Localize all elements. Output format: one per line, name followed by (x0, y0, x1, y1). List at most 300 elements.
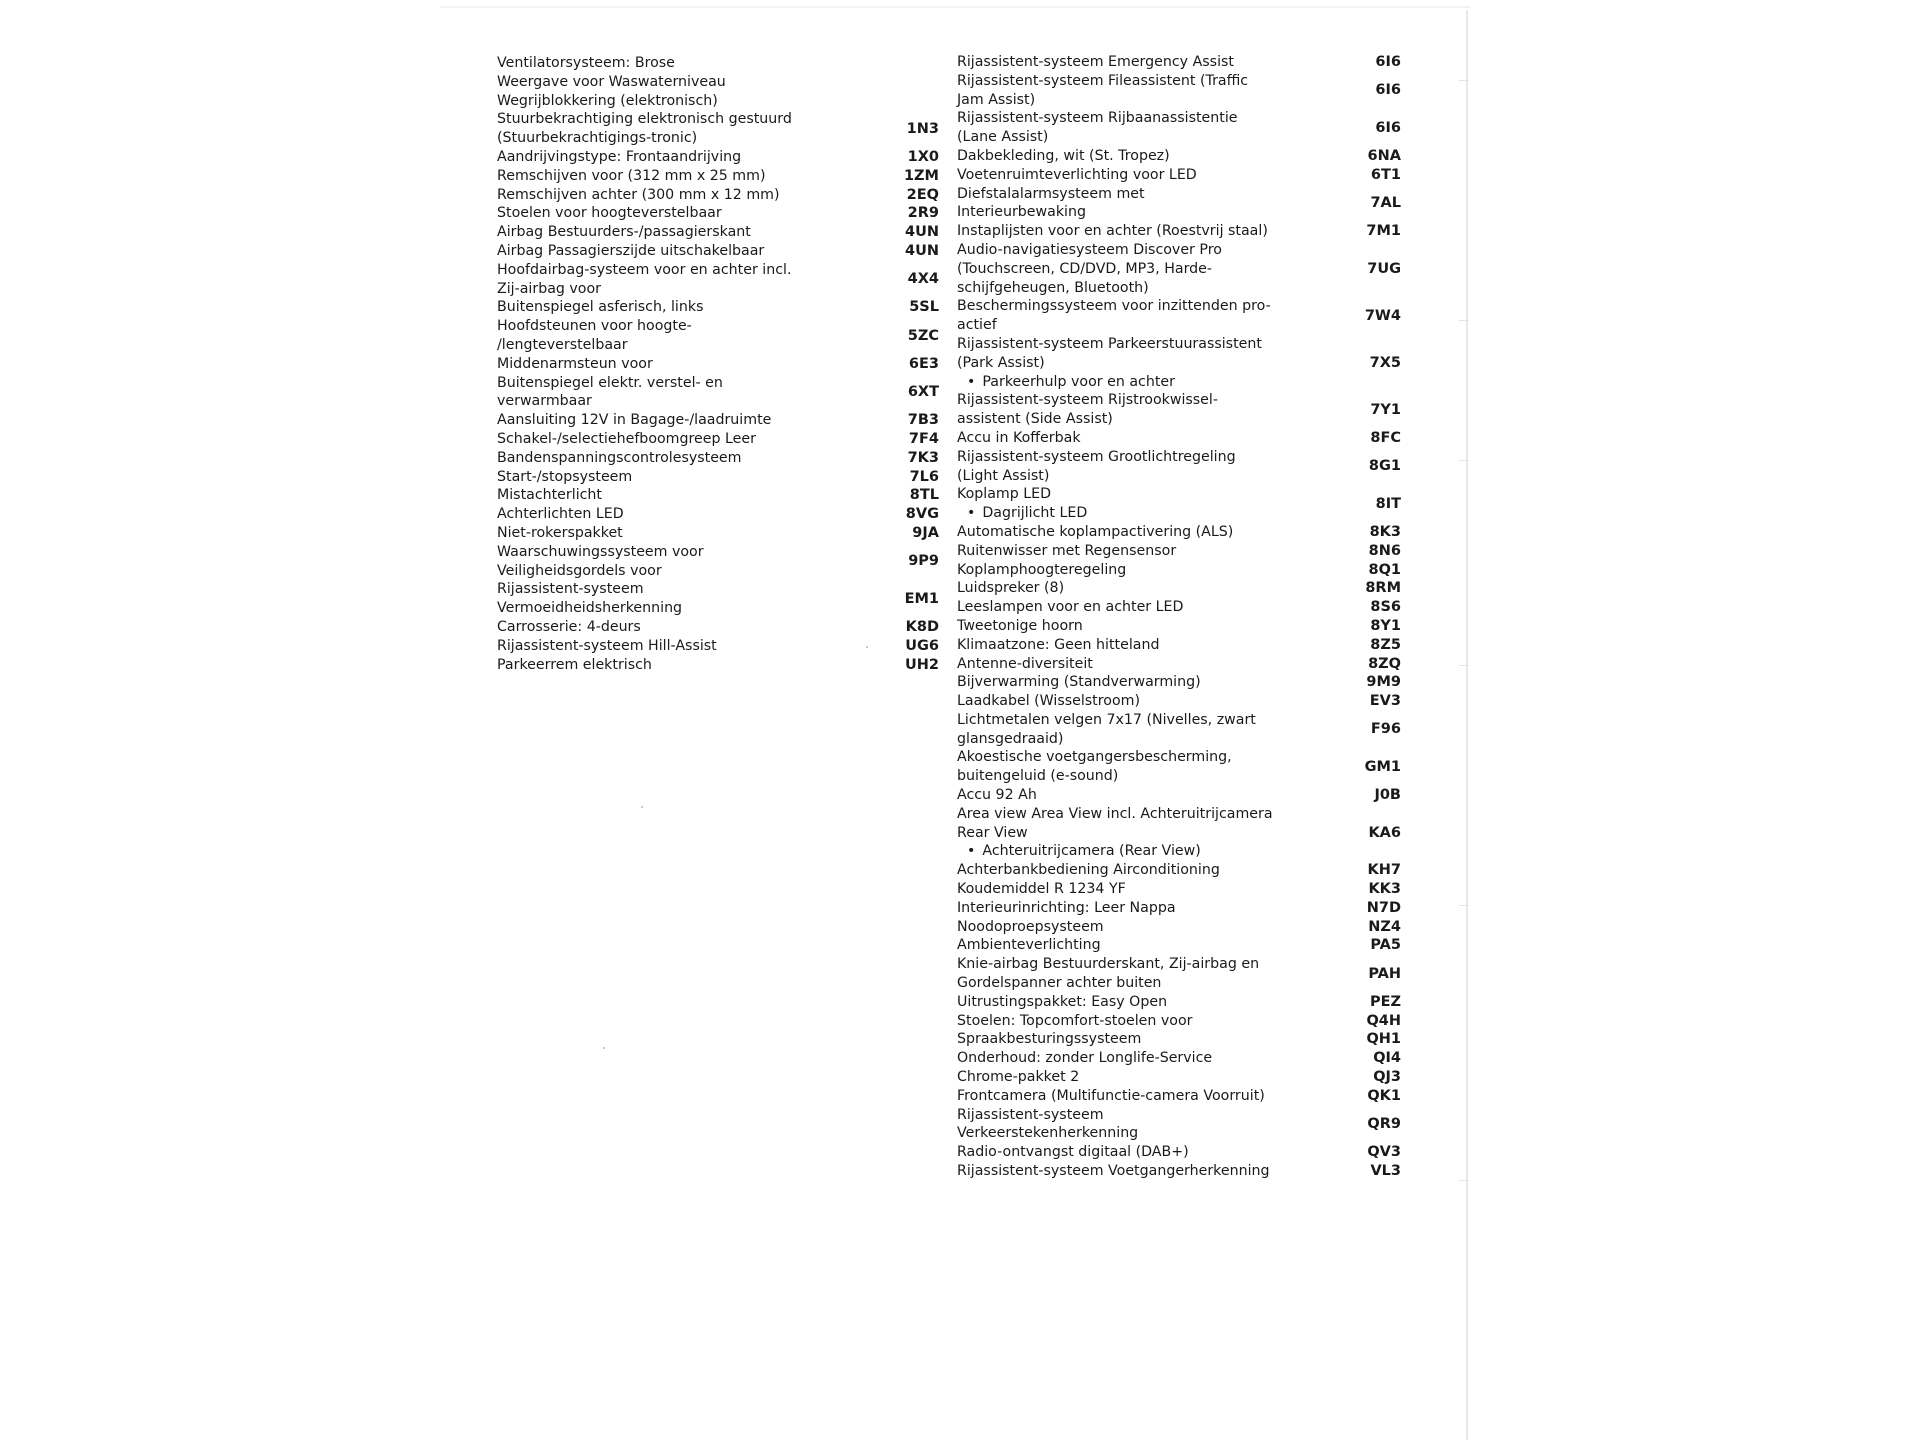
option-code: N7D (1366, 899, 1401, 916)
equipment-description (957, 1106, 1367, 1144)
option-code: EM1 (904, 590, 939, 607)
description-line: Stoelen voor hoogteverstelbaar (497, 205, 722, 222)
description-line: Leeslampen voor en achter LED (957, 599, 1184, 616)
description-line: Noodoproepsysteem (957, 918, 1104, 935)
equipment-description (957, 899, 1367, 918)
equipment-row (957, 448, 1401, 486)
option-code: 1N3 (906, 120, 939, 137)
equipment-row (957, 109, 1401, 147)
equipment-row (497, 580, 939, 618)
equipment-description (957, 692, 1370, 711)
description-line: Radio-ontvangst digitaal (DAB+) (957, 1144, 1189, 1161)
equipment-row (957, 53, 1401, 72)
option-code: UH2 (905, 656, 939, 673)
equipment-description (957, 955, 1368, 993)
equipment-description (497, 148, 908, 167)
option-code: 8TL (909, 487, 939, 504)
equipment-row (957, 391, 1401, 429)
option-code: 2R9 (907, 205, 939, 222)
equipment-row (957, 1068, 1401, 1087)
equipment-row (497, 73, 939, 92)
description-line: Rijassistent-systeem (497, 581, 644, 598)
option-code: GM1 (1364, 758, 1401, 775)
option-code: 4X4 (907, 271, 939, 288)
option-code: 7K3 (907, 449, 939, 466)
equipment-description (497, 486, 910, 505)
option-code: F96 (1370, 721, 1401, 738)
option-code: KH7 (1367, 862, 1401, 879)
description-line: Achterlichten LED (497, 506, 624, 523)
description-line: Aandrijvingstype: Frontaandrijving (497, 148, 742, 165)
option-code: 7L6 (909, 468, 939, 485)
description-line: Waarschuwingssysteem voor (497, 543, 704, 560)
description-line: Rijassistent-systeem Rijstrookwissel- (957, 392, 1218, 409)
equipment-row (957, 1087, 1401, 1106)
equipment-description (957, 72, 1375, 110)
description-line: (Stuurbekrachtigings-tronic) (497, 130, 698, 147)
description-line: Buitenspiegel asferisch, links (497, 299, 704, 316)
equipment-description (957, 579, 1365, 598)
equipment-row (497, 261, 939, 299)
option-code: 4UN (905, 224, 939, 241)
equipment-description (957, 1087, 1367, 1106)
equipment-description (957, 1012, 1366, 1031)
description-line: Klimaatzone: Geen hitteland (957, 636, 1160, 653)
option-code: PEZ (1369, 993, 1401, 1010)
equipment-description (497, 73, 939, 92)
equipment-description (497, 618, 906, 637)
equipment-row (497, 637, 939, 656)
description-line: Carrosserie: 4-deurs (497, 618, 641, 635)
description-line: Frontcamera (Multifunctie-camera Voorruit) (957, 1087, 1265, 1104)
description-line: Weergave voor Waswaterniveau (497, 73, 726, 90)
equipment-row (497, 110, 939, 148)
option-code: 6I6 (1375, 82, 1401, 99)
equipment-description (957, 673, 1366, 692)
description-line: Aansluiting 12V in Bagage-/laadruimte (497, 412, 772, 429)
equipment-list-left (497, 54, 939, 674)
equipment-row (957, 805, 1401, 861)
description-line: Uitrustingspakket: Easy Open (957, 993, 1168, 1010)
option-code: 5SL (909, 299, 939, 316)
description-line: Area view Area View incl. Achteruitrijcamera (957, 805, 1273, 822)
equipment-description (957, 109, 1375, 147)
option-code: 8VG (905, 506, 939, 523)
equipment-row (957, 636, 1401, 655)
equipment-description (497, 204, 908, 223)
option-code: 8RM (1365, 580, 1401, 597)
option-code: 1ZM (903, 167, 939, 184)
equipment-description (957, 448, 1369, 486)
description-line: Zij-airbag voor (497, 280, 601, 297)
equipment-description (957, 335, 1370, 391)
option-code: 8IT (1375, 495, 1401, 512)
equipment-description (497, 223, 905, 242)
equipment-row (957, 72, 1401, 110)
equipment-row (497, 204, 939, 223)
description-line: Chrome-pakket 2 (957, 1069, 1080, 1086)
equipment-description (497, 298, 909, 317)
equipment-description (957, 222, 1366, 241)
equipment-description (497, 580, 905, 618)
equipment-row (957, 711, 1401, 749)
description-line: Vermoeidheidsherkenning (497, 600, 683, 617)
description-line: Rijassistent-systeem Voetgangerherkenning (957, 1163, 1270, 1180)
option-code: PA5 (1370, 937, 1401, 954)
edge-mark (1459, 905, 1469, 906)
description-line: Airbag Passagierszijde uitschakelbaar (497, 242, 765, 259)
option-code: 9M9 (1366, 674, 1401, 691)
equipment-row (957, 880, 1401, 899)
equipment-row (957, 222, 1401, 241)
equipment-row (957, 1162, 1401, 1181)
option-code: 6NA (1367, 147, 1401, 164)
option-code: 8K3 (1369, 523, 1401, 540)
equipment-row (957, 185, 1401, 223)
equipment-description (497, 543, 908, 581)
option-code: 7UG (1367, 260, 1401, 277)
option-code: 7B3 (907, 412, 939, 429)
description-line: Gordelspanner achter buiten (957, 975, 1162, 992)
description-line: verwarmbaar (497, 393, 592, 410)
option-code: 8Q1 (1368, 561, 1401, 578)
description-line: Jam Assist) (957, 91, 1036, 108)
option-code: 8Y1 (1370, 617, 1401, 634)
option-code: 9JA (912, 524, 939, 541)
equipment-row (957, 899, 1401, 918)
equipment-description (957, 617, 1370, 636)
description-line: Rijassistent-systeem Parkeerstuurassistent (957, 335, 1262, 352)
equipment-description (957, 429, 1370, 448)
equipment-description (957, 805, 1368, 861)
option-code: Q4H (1366, 1012, 1401, 1029)
equipment-row (957, 955, 1401, 993)
equipment-row (957, 1030, 1401, 1049)
equipment-row (957, 1106, 1401, 1144)
equipment-row (957, 673, 1401, 692)
description-line: Rear View (957, 824, 1028, 841)
option-code: KK3 (1368, 881, 1401, 898)
description-line: Koudemiddel R 1234 YF (957, 881, 1126, 898)
equipment-row (957, 617, 1401, 636)
description-line: Bandenspanningscontrolesysteem (497, 449, 742, 466)
equipment-row (957, 542, 1401, 561)
equipment-description (957, 485, 1376, 523)
description-line: Hoofdairbag-systeem voor en achter incl. (497, 261, 792, 278)
option-code: QI4 (1373, 1050, 1401, 1067)
description-line: assistent (Side Assist) (957, 411, 1113, 428)
equipment-description (957, 748, 1365, 786)
description-line: actief (957, 317, 997, 334)
option-code: UG6 (905, 637, 939, 654)
option-code: QJ3 (1373, 1069, 1401, 1086)
description-line: Stoelen: Topcomfort-stoelen voor (957, 1012, 1193, 1029)
option-code: PAH (1368, 965, 1401, 982)
equipment-row (497, 186, 939, 205)
description-line: Mistachterlicht (497, 487, 602, 504)
edge-mark (1459, 1180, 1469, 1181)
equipment-row (497, 355, 939, 374)
scan-top-edge (440, 6, 1470, 8)
description-line: Hoofdsteunen voor hoogte- (497, 318, 692, 335)
equipment-row (957, 485, 1401, 523)
description-line: /lengteverstelbaar (497, 336, 628, 353)
option-code: VL3 (1370, 1163, 1401, 1180)
sub-item-bullet: • Achteruitrijcamera (Rear View) (957, 842, 1358, 861)
equipment-description (497, 374, 908, 412)
equipment-description (957, 1143, 1367, 1162)
description-line: Luidspreker (8) (957, 580, 1065, 597)
option-code: 8FC (1370, 429, 1401, 446)
description-line: Tweetonige hoorn (957, 617, 1083, 634)
equipment-row (497, 242, 939, 261)
description-line: Ambienteverlichting (957, 937, 1101, 954)
equipment-description (957, 147, 1368, 166)
description-line: Spraakbesturingssysteem (957, 1031, 1142, 1048)
description-line: Start-/stopsysteem (497, 468, 633, 485)
option-code: 6XT (907, 383, 939, 400)
description-line: Rijassistent-systeem (957, 1106, 1104, 1123)
edge-mark (1459, 80, 1469, 81)
option-code: QK1 (1367, 1087, 1401, 1104)
equipment-description (957, 391, 1370, 429)
equipment-row (497, 54, 939, 73)
edge-mark (1459, 665, 1469, 666)
equipment-description (957, 1030, 1366, 1049)
description-line: (Touchscreen, CD/DVD, MP3, Harde- (957, 260, 1213, 277)
equipment-description (957, 936, 1370, 955)
equipment-list-right (957, 53, 1401, 1181)
option-code: KA6 (1368, 824, 1401, 841)
description-line: Parkeerrem elektrisch (497, 656, 652, 673)
sub-item-bullet: • Parkeerhulp voor en achter (957, 373, 1360, 392)
equipment-row (957, 297, 1401, 335)
option-code: 9P9 (908, 553, 939, 570)
equipment-row (497, 167, 939, 186)
equipment-row (497, 374, 939, 412)
equipment-description (957, 993, 1370, 1012)
equipment-description (497, 92, 939, 111)
equipment-row (497, 656, 939, 675)
equipment-description (957, 185, 1370, 223)
equipment-row (497, 298, 939, 317)
description-line: schijfgeheugen, Bluetooth) (957, 279, 1149, 296)
equipment-description (497, 637, 905, 656)
edge-mark (1459, 320, 1469, 321)
equipment-row (957, 1012, 1401, 1031)
option-code: QH1 (1366, 1031, 1401, 1048)
equipment-description (497, 261, 908, 299)
description-line: Automatische koplampactivering (ALS) (957, 523, 1234, 540)
equipment-row (957, 1049, 1401, 1068)
description-line: Wegrijblokkering (elektronisch) (497, 92, 718, 109)
equipment-row (957, 1143, 1401, 1162)
equipment-description (957, 1049, 1373, 1068)
equipment-row (957, 861, 1401, 880)
equipment-description (497, 242, 905, 261)
equipment-description (957, 786, 1374, 805)
option-code: NZ4 (1368, 918, 1401, 935)
description-line: Accu in Kofferbak (957, 429, 1081, 446)
equipment-description (957, 297, 1365, 335)
equipment-row (497, 524, 939, 543)
equipment-row (957, 918, 1401, 937)
option-code: 2EQ (906, 186, 939, 203)
description-line: Achterbankbediening Airconditioning (957, 862, 1220, 879)
description-line: Instaplijsten voor en achter (Roestvrij staal) (957, 223, 1268, 240)
equipment-description (497, 505, 906, 524)
equipment-row (957, 748, 1401, 786)
equipment-description (497, 656, 905, 675)
equipment-description (497, 430, 909, 449)
description-line: Rijassistent-systeem Hill-Assist (497, 637, 717, 654)
description-line: (Light Assist) (957, 467, 1050, 484)
equipment-row (957, 579, 1401, 598)
description-line: Buitenspiegel elektr. verstel- en (497, 374, 723, 391)
description-line: Rijassistent-systeem Fileassistent (Traffic (957, 72, 1249, 89)
equipment-description (957, 1068, 1373, 1087)
equipment-description (957, 598, 1370, 617)
option-code: 7X5 (1369, 354, 1401, 371)
equipment-description (957, 918, 1368, 937)
equipment-description (957, 561, 1368, 580)
equipment-description (497, 524, 912, 543)
option-code: 7M1 (1366, 223, 1401, 240)
equipment-description (497, 167, 904, 186)
scan-speck (641, 806, 643, 808)
equipment-description (497, 355, 909, 374)
option-code: 7F4 (908, 430, 939, 447)
description-line: Beschermingssysteem voor inzittenden pro- (957, 298, 1271, 315)
equipment-row (957, 598, 1401, 617)
edge-mark (1459, 460, 1469, 461)
description-line: Rijassistent-systeem Grootlichtregeling (957, 448, 1236, 465)
description-line: Koplamp LED (957, 486, 1052, 503)
equipment-description (957, 166, 1371, 185)
option-code: 8G1 (1368, 458, 1401, 475)
description-line: Remschijven achter (300 mm x 12 mm) (497, 186, 780, 203)
equipment-description (957, 542, 1369, 561)
sub-item-bullet: • Dagrijlicht LED (957, 504, 1366, 523)
description-line: (Park Assist) (957, 354, 1045, 371)
option-code: 6T1 (1370, 166, 1401, 183)
description-line: Stuurbekrachtiging elektronisch gestuurd (497, 111, 792, 128)
description-line: Onderhoud: zonder Longlife-Service (957, 1050, 1213, 1067)
equipment-description (497, 317, 908, 355)
option-code: 1X0 (907, 148, 939, 165)
equipment-row (957, 786, 1401, 805)
option-code: 7AL (1370, 194, 1401, 211)
equipment-row (497, 468, 939, 487)
equipment-description (957, 241, 1367, 297)
option-code: EV3 (1369, 693, 1401, 710)
description-line: Dakbekleding, wit (St. Tropez) (957, 147, 1170, 164)
description-line: Laadkabel (Wisselstroom) (957, 693, 1140, 710)
equipment-row (497, 618, 939, 637)
option-code: K8D (905, 618, 939, 635)
description-line: Schakel-/selectiehefboomgreep Leer (497, 430, 756, 447)
description-line: (Lane Assist) (957, 129, 1049, 146)
description-line: Niet-rokerspakket (497, 524, 623, 541)
description-line: Verkeerstekenherkenning (957, 1125, 1139, 1142)
equipment-description (497, 411, 908, 430)
description-line: Airbag Bestuurders-/passagierskant (497, 224, 751, 241)
equipment-row (957, 335, 1401, 391)
option-code: 8ZQ (1368, 655, 1401, 672)
description-line: Antenne-diversiteit (957, 655, 1093, 672)
option-code: 5ZC (907, 327, 939, 344)
description-line: Diefstalalarmsysteem met (957, 185, 1145, 202)
equipment-description (957, 655, 1368, 674)
description-line: Lichtmetalen velgen 7x17 (Nivelles, zwart (957, 711, 1256, 728)
equipment-description (957, 1162, 1370, 1181)
description-line: Ventilatorsysteem: Brose (497, 55, 675, 71)
description-line: Middenarmsteun voor (497, 355, 653, 372)
equipment-description (957, 636, 1370, 655)
equipment-row (957, 936, 1401, 955)
equipment-row (497, 148, 939, 167)
description-line: Accu 92 Ah (957, 787, 1037, 804)
option-code: 7W4 (1364, 307, 1401, 324)
equipment-row (957, 523, 1401, 542)
option-code: 8N6 (1368, 542, 1401, 559)
equipment-row (957, 561, 1401, 580)
equipment-row (497, 92, 939, 111)
option-code: 6I6 (1375, 119, 1401, 136)
equipment-row (497, 505, 939, 524)
description-line: Interieurinrichting: Leer Nappa (957, 899, 1176, 916)
equipment-row (497, 449, 939, 468)
equipment-row (497, 411, 939, 430)
description-line: Interieurbewaking (957, 204, 1086, 221)
option-code: 8Z5 (1370, 636, 1401, 653)
option-code: 7Y1 (1370, 401, 1401, 418)
equipment-description (497, 110, 907, 148)
scan-speck (603, 1047, 605, 1049)
equipment-description (957, 880, 1368, 899)
equipment-description (957, 861, 1368, 880)
description-line: Audio-navigatiesysteem Discover Pro (957, 241, 1222, 258)
description-line: Koplamphoogteregeling (957, 561, 1127, 578)
equipment-row (497, 430, 939, 449)
option-code: J0B (1374, 787, 1401, 804)
option-code: 4UN (905, 242, 939, 259)
description-line: Rijassistent-systeem Rijbaanassistentie (957, 110, 1238, 127)
equipment-row (957, 429, 1401, 448)
equipment-row (957, 993, 1401, 1012)
equipment-description (497, 54, 939, 73)
description-line: Rijassistent-systeem Emergency Assist (957, 54, 1234, 70)
page-right-edge (1466, 10, 1468, 1440)
description-line: buitengeluid (e-sound) (957, 768, 1119, 785)
equipment-row (957, 147, 1401, 166)
description-line: Bijverwarming (Standverwarming) (957, 674, 1201, 691)
equipment-description (957, 53, 1375, 72)
equipment-description (497, 186, 907, 205)
equipment-row (957, 166, 1401, 185)
description-line: Akoestische voetgangersbescherming, (957, 749, 1232, 766)
description-line: Veiligheidsgordels voor (497, 562, 662, 579)
equipment-row (497, 317, 939, 355)
equipment-row (497, 486, 939, 505)
equipment-row (497, 223, 939, 242)
description-line: Remschijven voor (312 mm x 25 mm) (497, 167, 766, 184)
equipment-row (957, 241, 1401, 297)
description-line: Knie-airbag Bestuurderskant, Zij-airbag en (957, 956, 1260, 973)
description-line: glansgedraaid) (957, 730, 1064, 747)
option-code: 8S6 (1370, 599, 1401, 616)
equipment-description (497, 468, 910, 487)
